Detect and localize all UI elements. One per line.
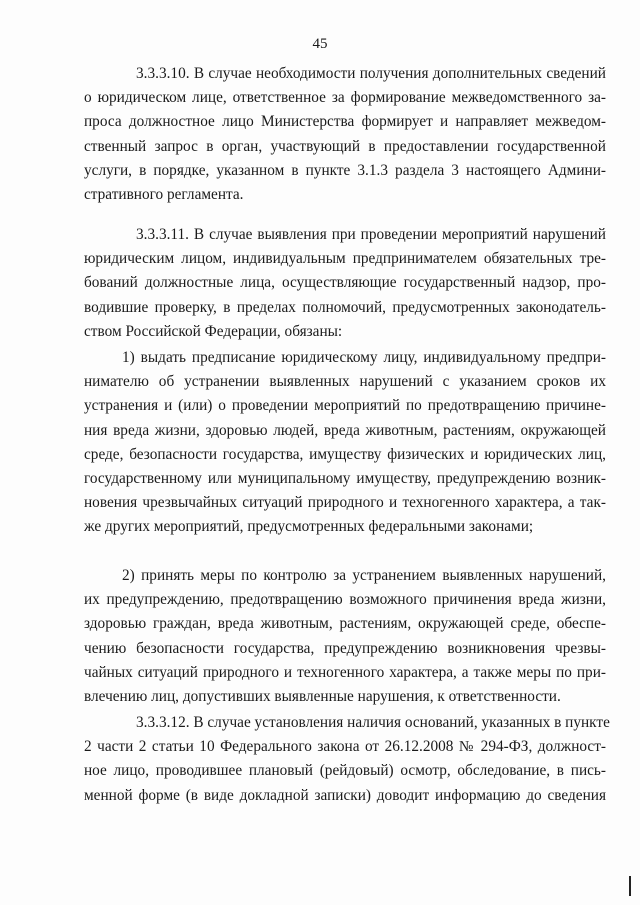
text-line: нимателю об устранении выявленных нарушений с указанием сроков их (84, 373, 606, 391)
text-line: о юридическом лице, ответственное за формирование межведомственного за- (84, 89, 606, 107)
text-line: ственный запрос в орган, участвующий в предоставлении государственной (84, 137, 606, 155)
text-line: менной форме (в виде докладной записки) доводит информацию до сведения (84, 786, 606, 804)
text-line: новения чрезвычайных ситуаций природного и техногенного характера, а так- (84, 494, 606, 512)
paragraph-3-3-3-12 (84, 711, 610, 808)
text-line: проса должностное лицо Министерства формирует и направляет межведом- (84, 113, 606, 131)
paragraph-3-3-3-11 (84, 223, 606, 344)
text-line: водившие проверку, в пределах полномочий, предусмотренных законодатель- (84, 298, 606, 316)
text-line: устранения и (или) о проведении мероприятий по предотвращению причине- (84, 397, 606, 415)
text-line: 3.3.3.12. В случае установления наличия оснований, указанных в пункте (136, 714, 610, 731)
paragraph-3-3-3-10 (84, 62, 606, 207)
text-line: юридическим лицом, индивидуальным предпринимателем обязательных тре- (84, 250, 606, 268)
text-line: государственному или муниципальному имуществу, предупреждению возник- (84, 470, 606, 488)
list-item-2 (84, 564, 606, 709)
text-line: же других мероприятий, предусмотренных федеральными законами; (84, 518, 534, 536)
text-line: 2) принять меры по контролю за устранением выявленных нарушений, (122, 567, 606, 584)
text-line: влечению лиц, допустивших выявленные нарушения, к ответственности. (84, 688, 561, 706)
text-line: стративного регламента. (84, 186, 244, 204)
text-line: 2 части 2 статьи 10 Федерального закона от 26.12.2008 № 294-ФЗ, должност- (84, 738, 606, 756)
text-line: 1) выдать предписание юридическому лицу, индивидуальному предпри- (122, 349, 606, 366)
text-line: чайных ситуаций природного и техногенного характера, а также меры по при- (84, 663, 606, 681)
text-line: здоровью граждан, вреда животным, растениям, окружающей среде, обеспе- (84, 615, 606, 633)
text-line: их предупреждению, предотвращению возможного причинения вреда жизни, (84, 591, 606, 609)
list-item-1 (84, 346, 606, 540)
text-line: ния вреда жизни, здоровью людей, вреда животным, растениям, окружающей (84, 421, 606, 439)
text-line: ное лицо, проводившее плановый (рейдовый) осмотр, обследование, в пись- (84, 762, 606, 780)
text-line: ством Российской Федерации, обязаны: (84, 322, 343, 340)
page-number: 45 (312, 36, 328, 52)
text-line: бований должностные лица, осуществляющие государственный надзор, про- (84, 274, 606, 292)
text-line: 3.3.3.10. В случае необходимости получения дополнительных сведений (136, 65, 606, 82)
text-line: среде, безопасности государства, имуществу физических и юридических лиц, (84, 445, 606, 463)
text-line: 3.3.3.11. В случае выявления при проведении мероприятий нарушений (136, 226, 606, 243)
text-line: чению безопасности государства, предупреждению возникновения чрезвы- (84, 639, 606, 657)
text-line: услуги, в порядке, указанном в пункте 3.1.3 раздела 3 настоящего Админи- (84, 161, 606, 179)
scan-edge-mark (629, 876, 631, 896)
